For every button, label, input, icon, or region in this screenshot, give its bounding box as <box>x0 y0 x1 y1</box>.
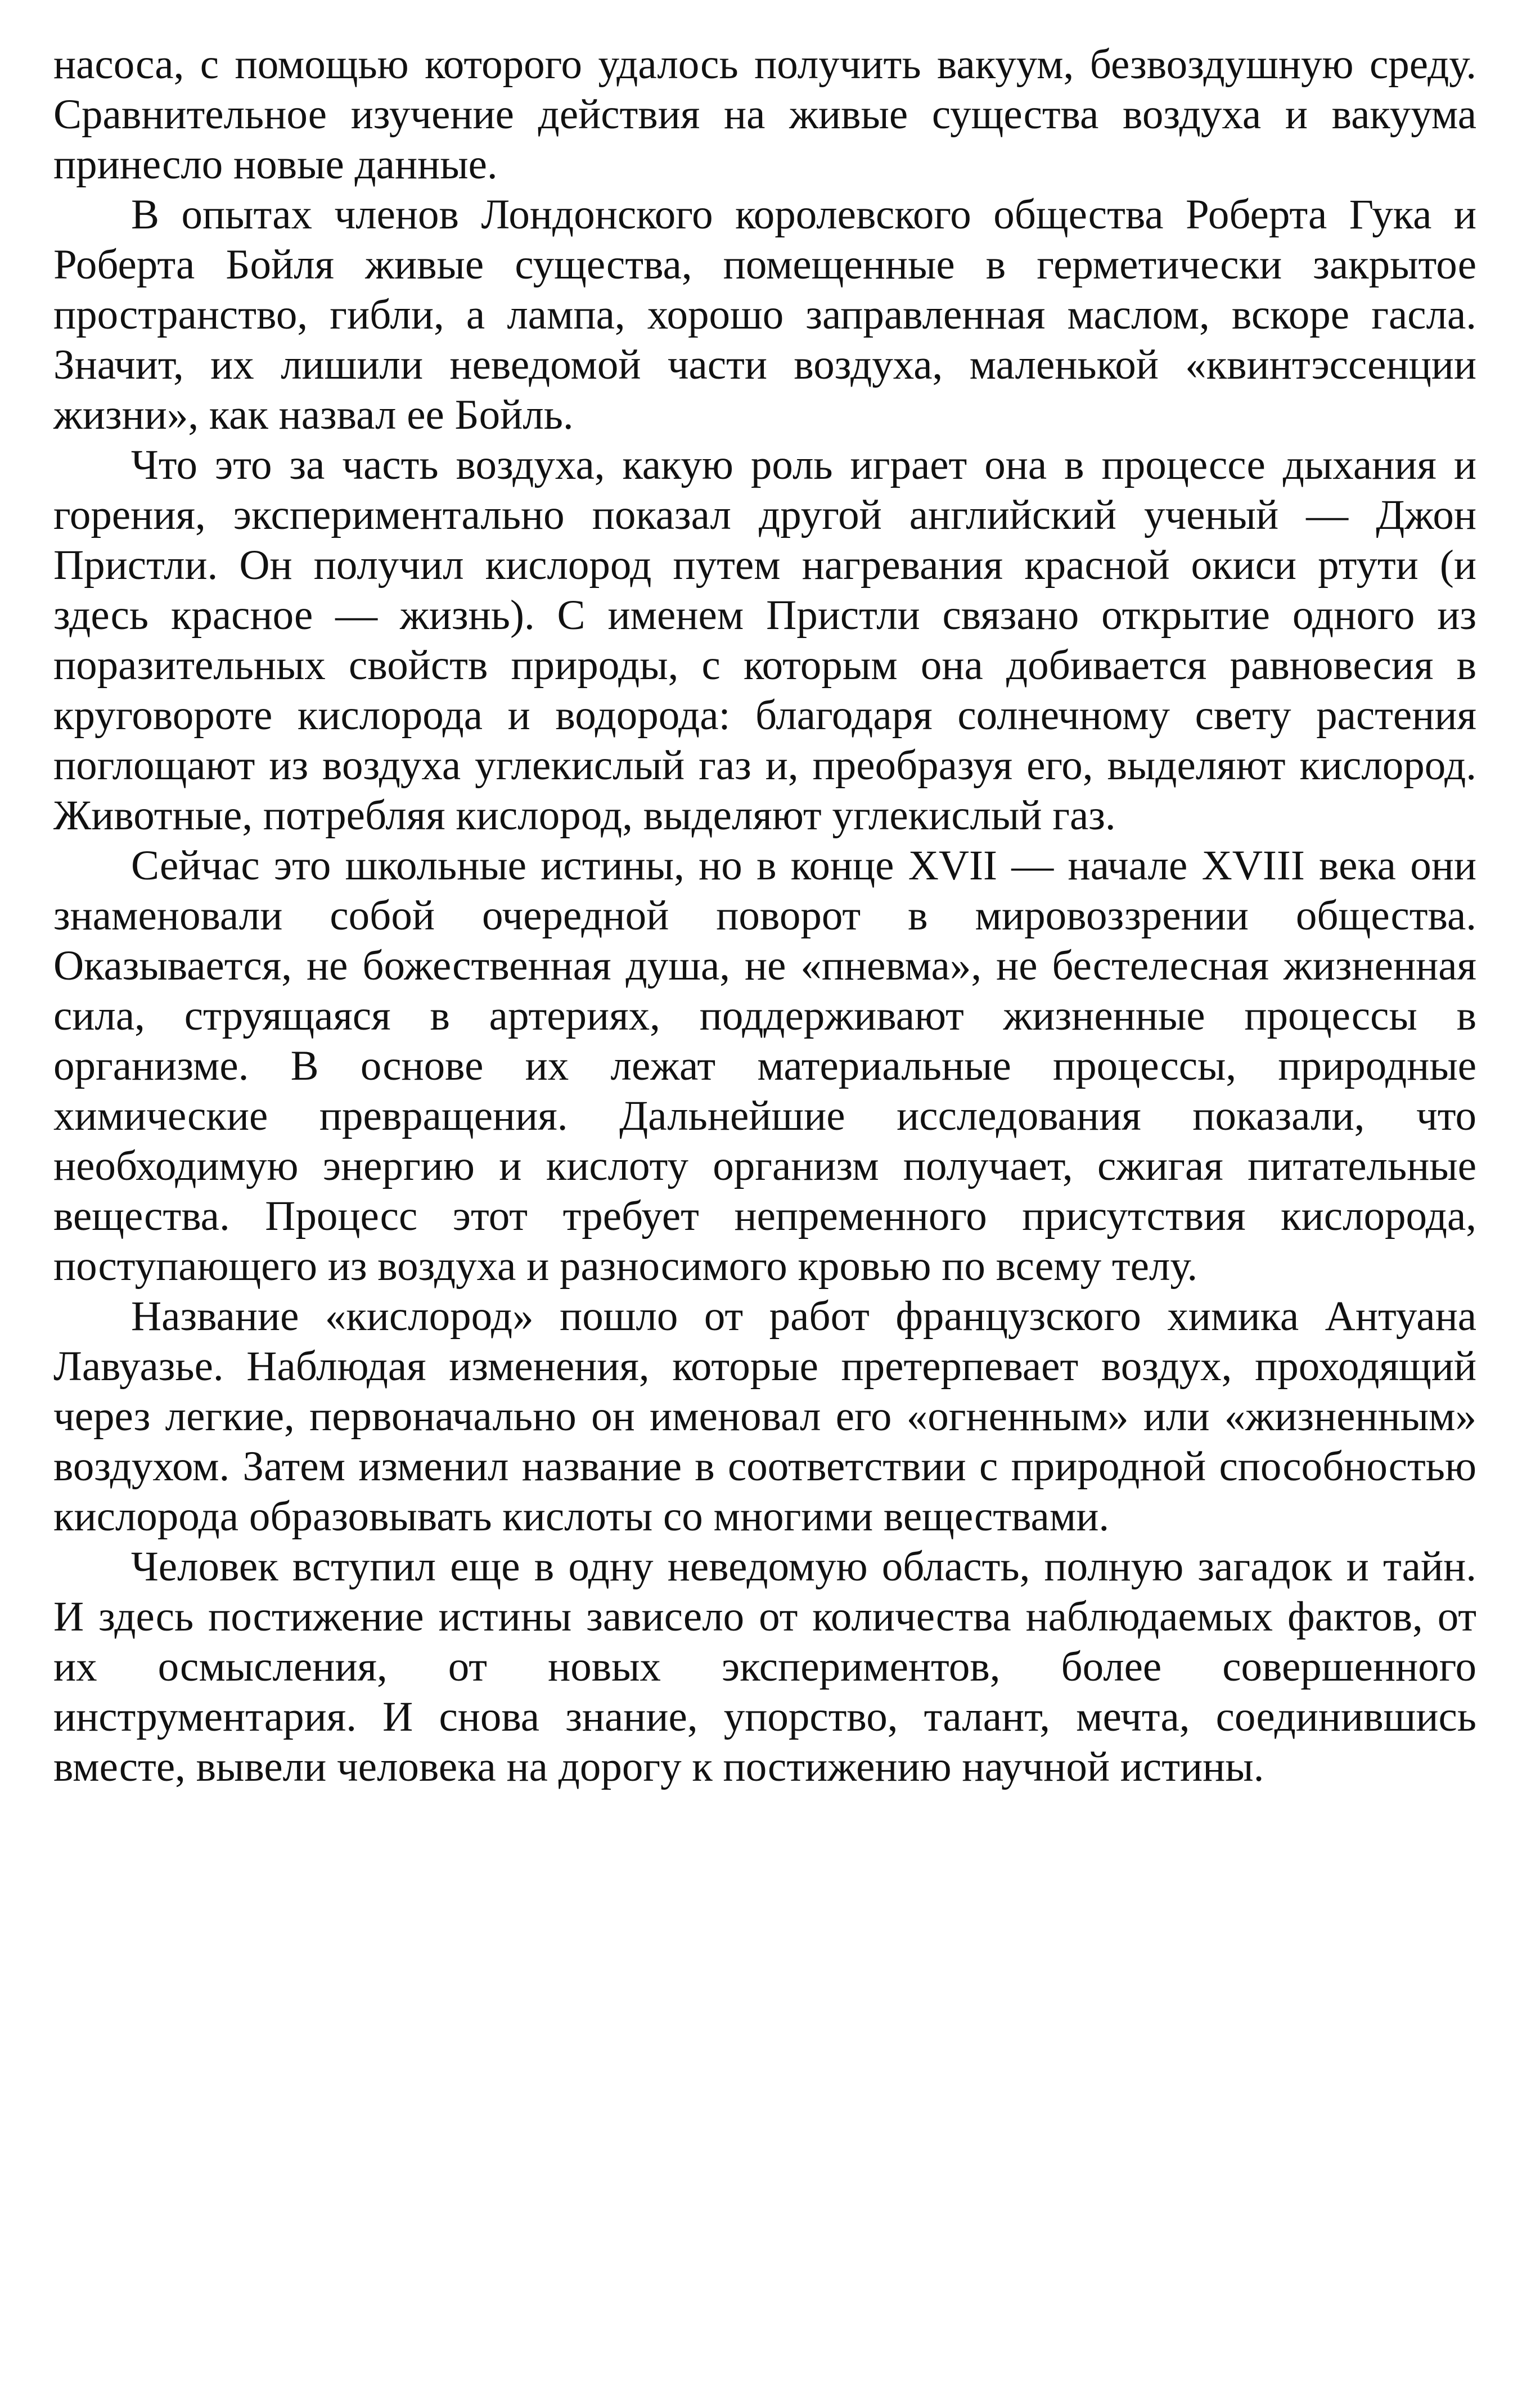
page-text-body <box>53 39 1476 1792</box>
paragraph-continuation: насоса, с помощью которого удалось получить вакуум, безвоздушную среду. Сравнительное изучение действия на живые существа воздуха и вакуума принесло новые данные. <box>53 41 1476 188</box>
paragraph-conclusion: Человек вступил еще в одну неведомую область, полную загадок и тайн. И здесь постижение истины зависело от количества наблюдаемых фактов, от их осмысления, от новых экспериментов, более совершенного инструментария. И снова знание, упорство, талант, мечта, соединившись вместе, вывели человека на дорогу к постижению научной истины. <box>53 1543 1476 1790</box>
paragraph-hooke-boyle: В опытах членов Лондонского королевского общества Роберта Гука и Роберта Бойля живые существа, помещенные в герметически закрытое пространство, гибли, а лампа, хорошо заправленная маслом, вскоре гасла. Значит, их лишили неведомой части воздуха, маленькой «квинтэссенции жизни», как назвал ее Бойль. <box>53 191 1476 438</box>
paragraph-priestley: Что это за часть воздуха, какую роль играет она в процессе дыхания и горения, экспериментально показал другой английский ученый — Джон Пристли. Он получил кислород путем нагревания красной окиси ртути (и здесь красное — жизнь). С именем Пристли связано открытие одного из поразительных свойств природы, с которым она добивается равновесия в круговороте кислорода и водорода: благодаря солнечному свету растения поглощают из воздуха углекислый газ и, преобразуя его, выделяют кислород. Животные, потребляя кислород, выделяют углекислый газ. <box>53 442 1476 839</box>
paragraph-lavoisier: Название «кислород» пошло от работ французского химика Антуана Лавуазье. Наблюдая изменения, которые претерпевает воздух, проходящий через легкие, первоначально он именовал его «огненным» или «жизненным» воздухом. Затем изменил название в соответствии с природной способностью кислорода образовывать кислоты со многими веществами. <box>53 1293 1476 1540</box>
paragraph-worldview: Сейчас это школьные истины, но в конце XVII — начале XVIII века они знаменовали собой очередной поворот в мировоззрении общества. Оказывается, не божественная душа, не «пневма», не бестелесная жизненная сила, струящаяся в артериях, поддерживают жизненные процессы в организме. В основе их лежат материальные процессы, природные химические превращения. Дальнейшие исследования показали, что необходимую энергию и кислоту организм получает, сжигая питательные вещества. Процесс этот требует непременного присутствия кислорода, поступающего из воздуха и разносимого кровью по всему телу. <box>53 842 1476 1290</box>
